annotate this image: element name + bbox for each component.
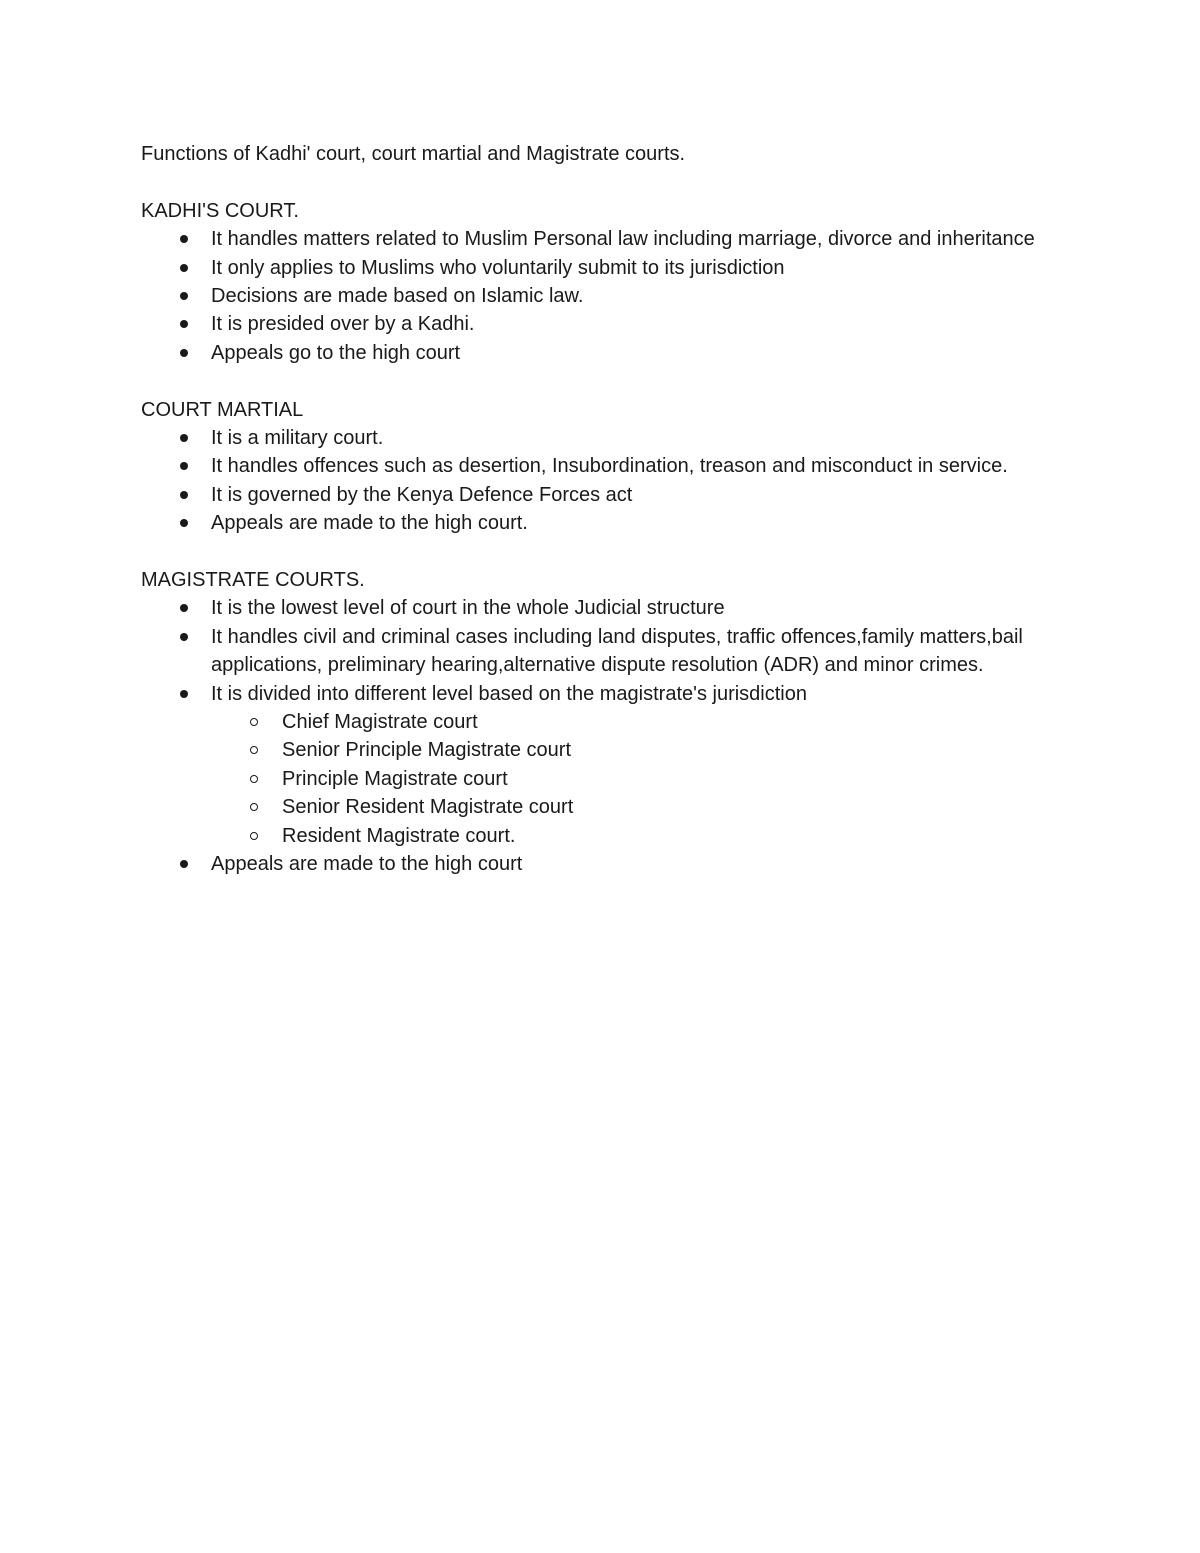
list-item-text: It handles offences such as desertion, Insubordination, treason and misconduct in service. (211, 455, 1008, 478)
list-item (211, 452, 1041, 480)
bullet-list (141, 424, 1041, 538)
list-item-text: Appeals go to the high court (211, 341, 461, 364)
list-item-text: Decisions are made based on Islamic law. (211, 285, 584, 308)
list-item-text: It is a military court. (211, 427, 384, 450)
bullet-icon (180, 491, 188, 499)
list-item-text: It only applies to Muslims who voluntarily submit to its jurisdiction (211, 256, 785, 279)
list-item-text: It handles matters related to Muslim Personal law including marriage, divorce and inheritance (211, 228, 1035, 251)
list-item (211, 680, 1041, 850)
sub-list-item (282, 793, 1041, 821)
list-item-text: It is presided over by a Kadhi. (211, 313, 475, 336)
list-item (211, 594, 1041, 622)
list-item-text: It handles civil and criminal cases including land disputes, traffic offences,family matters,bail applications, preliminary hearing,alternative dispute resolution (ADR) and minor crimes. (211, 625, 1023, 677)
list-item-text: It is divided into different level based on the magistrate's jurisdiction (211, 682, 807, 705)
hollow-bullet-icon (250, 775, 258, 783)
bullet-icon (180, 690, 188, 698)
section-heading: KADHI'S COURT. (141, 199, 299, 222)
document-title: Functions of Kadhi' court, court martial and Magistrate courts. (141, 143, 686, 165)
bullet-icon (180, 264, 188, 272)
list-item-text: Appeals are made to the high court. (211, 512, 528, 535)
list-item (211, 509, 1041, 537)
section-heading: COURT MARTIAL (141, 398, 304, 421)
sub-list-item-text: Resident Magistrate court. (282, 824, 516, 847)
list-item (211, 310, 1041, 338)
list-item (211, 424, 1041, 452)
sub-list-item (282, 822, 1041, 850)
list-item-text: Appeals are made to the high court (211, 853, 523, 876)
sub-list-item-text: Senior Principle Magistrate court (282, 739, 572, 762)
hollow-bullet-icon (250, 803, 258, 811)
bullet-icon (180, 349, 188, 357)
sub-list-item (282, 736, 1041, 764)
magistrate-courts-section (141, 566, 1041, 878)
bullet-icon (180, 519, 188, 527)
kadhi-court-section (141, 197, 1041, 367)
hollow-bullet-icon (250, 832, 258, 840)
list-item-text: It is the lowest level of court in the whole Judicial structure (211, 597, 725, 620)
bullet-icon (180, 235, 188, 243)
bullet-icon (180, 604, 188, 612)
bullet-icon (180, 434, 188, 442)
list-item (211, 850, 1041, 878)
list-item-text: It is governed by the Kenya Defence Forces act (211, 483, 633, 506)
list-item (211, 254, 1041, 282)
hollow-bullet-icon (250, 718, 258, 726)
section-heading: MAGISTRATE COURTS. (141, 569, 365, 592)
hollow-bullet-icon (250, 746, 258, 754)
sub-list-item-text: Chief Magistrate court (282, 711, 478, 734)
bullet-icon (180, 320, 188, 328)
list-item (211, 623, 1041, 680)
sub-list-item-text: Principle Magistrate court (282, 767, 508, 790)
list-item (211, 339, 1041, 367)
sub-list-item (282, 708, 1041, 736)
bullet-list (141, 225, 1041, 367)
bullet-icon (180, 633, 188, 641)
sub-bullet-list (211, 708, 1041, 850)
bullet-icon (180, 860, 188, 868)
bullet-icon (180, 462, 188, 470)
list-item (211, 481, 1041, 509)
bullet-icon (180, 292, 188, 300)
document-page (141, 140, 1041, 907)
bullet-list (141, 594, 1041, 878)
sub-list-item (282, 765, 1041, 793)
sub-list-item-text: Senior Resident Magistrate court (282, 796, 574, 819)
list-item (211, 282, 1041, 310)
court-martial-section (141, 396, 1041, 538)
list-item (211, 225, 1041, 253)
